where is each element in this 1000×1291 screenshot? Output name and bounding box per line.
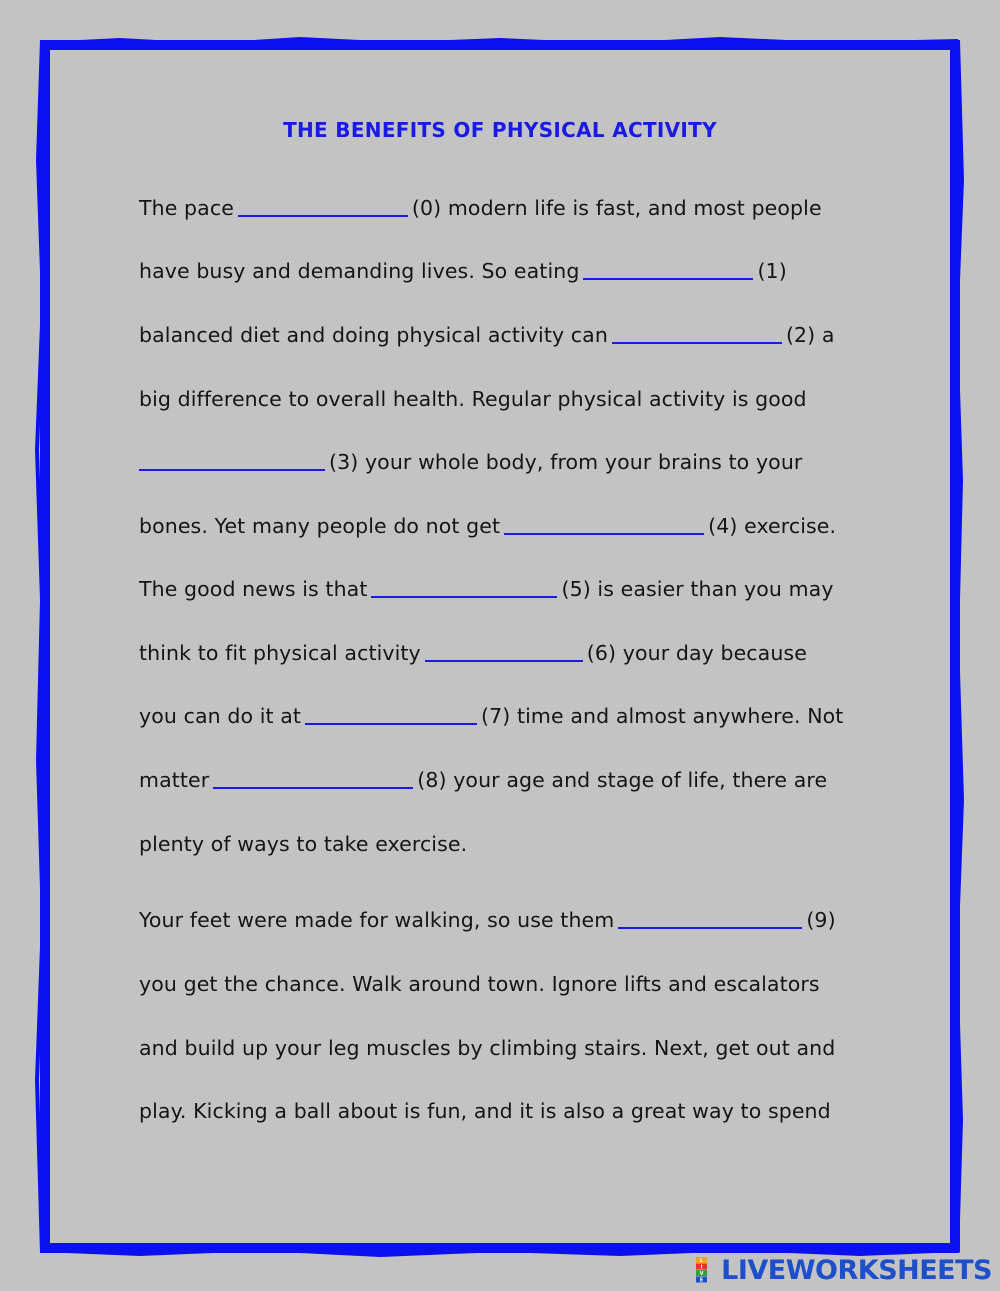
text: you can do it at <box>139 704 302 728</box>
p1-line-11 <box>139 832 467 856</box>
text: balanced diet and doing physical activity can <box>139 323 608 347</box>
liveworksheets-logo <box>696 1255 992 1285</box>
text: play. Kicking a ball about is fun, and it is also a great way to spend <box>139 1099 831 1123</box>
answer-blank-7[interactable] <box>305 719 477 725</box>
text: have busy and demanding lives. So eating <box>139 259 580 283</box>
p1-line-3 <box>139 323 835 347</box>
text: (3) your whole body, from your brains to your <box>329 450 803 474</box>
svg-text:L: L <box>700 1258 704 1264</box>
p2-line-1 <box>139 908 836 932</box>
text: (1) <box>757 259 787 283</box>
svg-text:V: V <box>699 1271 704 1277</box>
p2-line-4 <box>139 1099 831 1123</box>
logo-text: LIVEWORKSHEETS <box>721 1254 992 1286</box>
p1-line-4 <box>139 387 807 411</box>
answer-blank-5[interactable] <box>371 592 557 598</box>
text: (4) exercise. <box>708 514 837 538</box>
p1-line-9 <box>139 704 843 728</box>
answer-blank-8[interactable] <box>213 783 413 789</box>
text: and build up your leg muscles by climbing stairs. Next, get out and <box>139 1036 836 1060</box>
answer-blank-2[interactable] <box>612 338 782 344</box>
p2-line-3 <box>139 1036 835 1060</box>
text: (7) time and almost anywhere. Not <box>481 704 844 728</box>
text: Your feet were made for walking, so use them <box>139 908 615 932</box>
text: matter <box>139 768 210 792</box>
p1-line-7 <box>139 577 834 601</box>
answer-blank-1[interactable] <box>583 274 753 280</box>
text: bones. Yet many people do not get <box>139 514 501 538</box>
p1-line-1 <box>139 196 822 220</box>
answer-blank-4[interactable] <box>504 529 704 535</box>
answer-blank-0[interactable] <box>238 211 408 217</box>
svg-text:I: I <box>700 1264 703 1271</box>
svg-text:E: E <box>699 1277 704 1283</box>
text: (5) is easier than you may <box>561 577 834 601</box>
answer-blank-9[interactable] <box>618 923 802 929</box>
text: (8) your age and stage of life, there are <box>417 768 828 792</box>
text: plenty of ways to take exercise. <box>139 832 468 856</box>
answer-blank-6[interactable] <box>425 656 583 662</box>
p1-line-5 <box>139 450 802 474</box>
text: you get the chance. Walk around town. Ignore lifts and escalators <box>139 972 820 996</box>
text: (2) a <box>785 323 835 347</box>
p1-line-6 <box>139 514 836 538</box>
text: The good news is that <box>139 577 368 601</box>
answer-blank-3[interactable] <box>139 465 325 471</box>
logo-mark-icon <box>696 1257 718 1283</box>
text: (9) <box>806 908 836 932</box>
p1-line-8 <box>139 641 807 665</box>
text: The pace <box>139 196 234 220</box>
p2-line-2 <box>139 972 820 996</box>
text: (0) modern life is fast, and most people <box>411 196 822 220</box>
page-title: THE BENEFITS OF PHYSICAL ACTIVITY <box>283 118 717 142</box>
p1-line-10 <box>139 768 827 792</box>
p1-line-2 <box>139 259 787 283</box>
text: big difference to overall health. Regular physical activity is good <box>139 387 807 411</box>
text: think to fit physical activity <box>139 641 421 665</box>
text: (6) your day because <box>586 641 807 665</box>
